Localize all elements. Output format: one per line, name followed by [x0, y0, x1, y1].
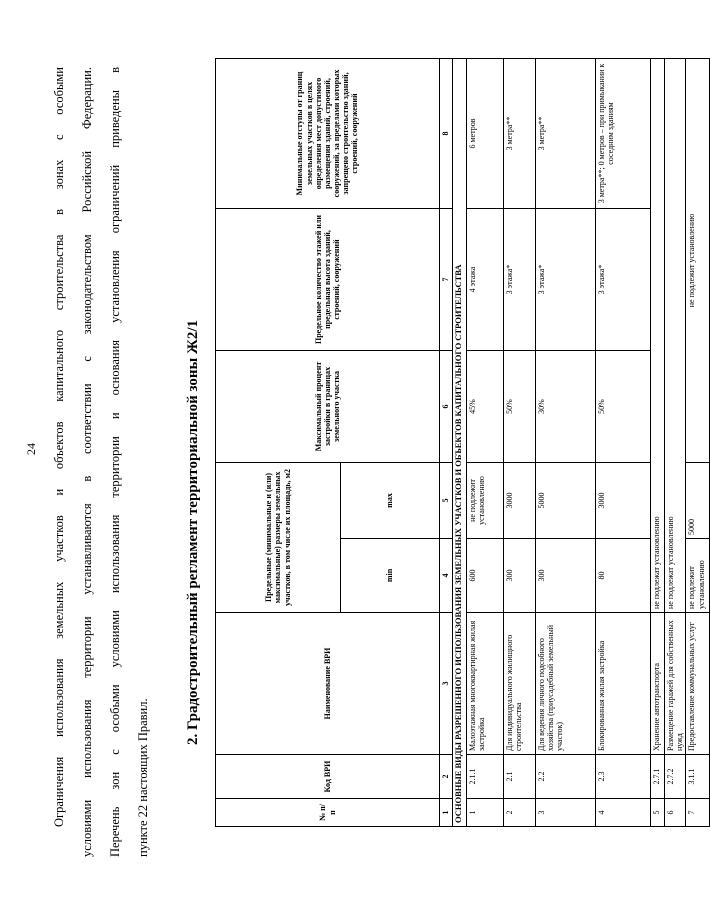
row-percent: 50% [596, 351, 651, 463]
row-max: 3000 [504, 463, 536, 539]
col-number: 1 [440, 799, 453, 827]
table-row [686, 59, 710, 827]
row-name: Для индивидуального жилищного строительства [504, 613, 536, 755]
row-name: Блокированная жилая застройка [596, 613, 651, 755]
row-setback: 3 метра**; 0 метров – при примыкании к соседним зданиям [596, 59, 651, 209]
row-min: 300 [504, 539, 536, 613]
row-setback: 3 метра** [504, 59, 536, 209]
row-percent: 30% [536, 351, 596, 463]
row-name: Для ведения личного подсобного хозяйства (приусадебный земельный участок) [536, 613, 596, 755]
header-floors: Предельное количество этажей или предельная высота зданий, строений, сооружений [216, 209, 440, 351]
row-max: 3000 [596, 463, 651, 539]
row-code: 2.3 [596, 755, 651, 799]
table-row [665, 59, 686, 827]
row-percent: 50% [504, 351, 536, 463]
regulation-table [215, 58, 710, 827]
row-code: 2.7.2 [665, 755, 686, 799]
col-number: 5 [440, 463, 453, 539]
col-number: 7 [440, 209, 453, 351]
row-name: Размещение гаражей для собственных нужд [665, 613, 686, 755]
row-max: 5000 [536, 463, 596, 539]
table-row [504, 59, 536, 827]
header-name: Наименование ВРИ [216, 613, 440, 755]
row-min: 80 [596, 539, 651, 613]
row-max: 5000 [686, 463, 710, 539]
table-row [467, 59, 504, 827]
header-percent: Максимальный процент застройки в границах земельного участка [216, 351, 440, 463]
header-setback: Минимальные отступы от границ земельных участков в целях определения мест допустимого размещения зданий, строений, сооружений, за пределами которых запрещено строительство зданий, строений, сооружений [216, 59, 440, 209]
header-min: min [341, 539, 440, 613]
row-code: 2.1 [504, 755, 536, 799]
section-heading: ОСНОВНЫЕ ВИДЫ РАЗРЕШЕННОГО ИСПОЛЬЗОВАНИЯ ЗЕМЕЛЬНЫХ УЧАСТКОВ И ОБЪЕКТОВ КАПИТАЛЬНОГО СТРОИТЕЛЬСТВА [453, 59, 467, 827]
row-name: Предоставление коммунальных услуг [686, 613, 710, 755]
row-percent: 45% [467, 351, 504, 463]
row-merged-value: не подлежат установлению [651, 59, 665, 613]
row-merged-value: не подлежат установлению [665, 59, 686, 613]
intro-line-2: условиями использования территории устанавливаются в соответствии с законодательством Российской Федерации. [80, 67, 94, 857]
row-min: не подлежит установлению [686, 539, 710, 613]
row-num: 2 [504, 799, 536, 827]
row-floors: 4 этажа [467, 209, 504, 351]
header-max: max [341, 463, 440, 539]
row-num: 3 [536, 799, 596, 827]
row-setback: 3 метра** [536, 59, 596, 209]
row-min: 300 [536, 539, 596, 613]
row-num: 5 [651, 799, 665, 827]
col-number: 8 [440, 59, 453, 209]
row-num: 1 [467, 799, 504, 827]
row-name: Малоэтажная многоквартирная жилая застройка [467, 613, 504, 755]
table-row [596, 59, 651, 827]
row-floors: 3 этажа* [536, 209, 596, 351]
row-merged-value: не подлежит установлению [686, 59, 710, 463]
row-code: 2.1.1 [467, 755, 504, 799]
section-title: 2. Градостроительный регламент территориальной зоны Ж2/1 [185, 319, 201, 745]
row-name: Хранение автотранспорта [651, 613, 665, 755]
intro-line-3: Перечень зон с особыми условиями использования территории и основания установления ограничений приведены в [108, 67, 122, 857]
row-num: 4 [596, 799, 651, 827]
header-code: Код ВРИ [216, 755, 440, 799]
intro-line-1: Ограничения использования земельных участков и объектов капитального строительства в зонах с особыми [52, 67, 66, 827]
page-number: 24 [24, 443, 38, 455]
row-max: не подлежит установлению [467, 463, 504, 539]
row-setback: 6 метров [467, 59, 504, 209]
table-row [651, 59, 665, 827]
row-num: 6 [665, 799, 686, 827]
header-num: № п/п [216, 799, 440, 827]
row-floors: 3 этажа* [596, 209, 651, 351]
row-code: 2.7.1 [651, 755, 665, 799]
intro-line-4: пункте 22 настоящих Правил. [136, 698, 150, 857]
row-min: 600 [467, 539, 504, 613]
col-number: 3 [440, 613, 453, 755]
col-number: 2 [440, 755, 453, 799]
header-size: Предельные (минимальные и (или) максимальные) размеры земельных участков, в том числе их площадь, м2 [216, 463, 341, 613]
row-num: 7 [686, 799, 710, 827]
col-number: 4 [440, 539, 453, 613]
table-row [536, 59, 596, 827]
row-floors: 3 этажа* [504, 209, 536, 351]
col-number: 6 [440, 351, 453, 463]
row-code: 3.1.1 [686, 755, 710, 799]
row-code: 2.2 [536, 755, 596, 799]
